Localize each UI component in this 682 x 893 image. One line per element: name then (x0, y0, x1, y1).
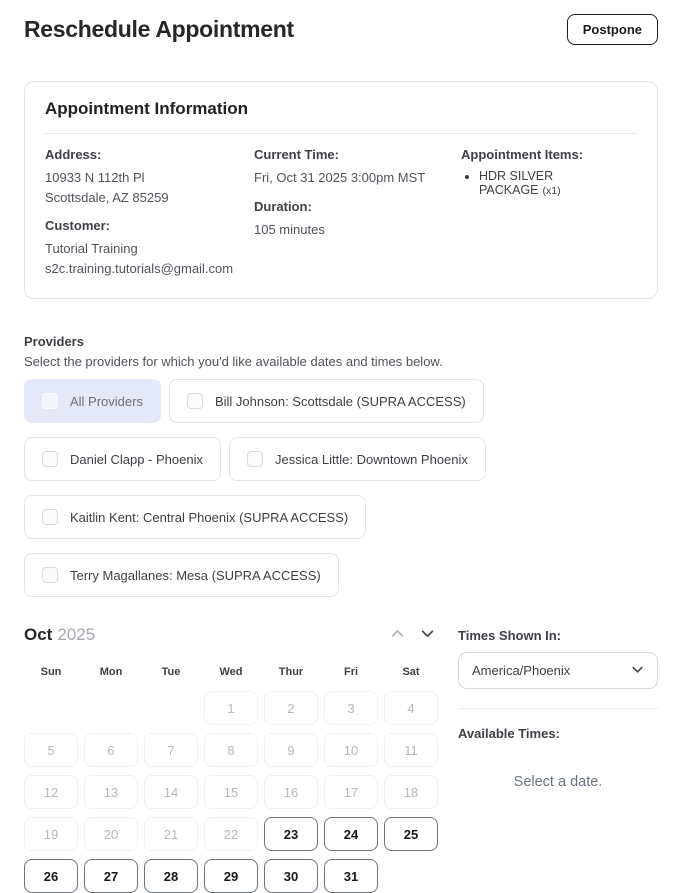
calendar-day-15: 15 (204, 775, 258, 809)
appointment-info-grid (45, 147, 637, 278)
calendar-day-16: 16 (264, 775, 318, 809)
calendar-day-1: 1 (204, 691, 258, 725)
customer-email: s2c.training.tutorials@gmail.com (45, 260, 234, 276)
times-shown-label: Times Shown In: (458, 628, 562, 643)
appointment-items-list (461, 169, 637, 197)
calendar-day-17: 17 (324, 775, 378, 809)
calendar-day-6: 6 (84, 733, 138, 767)
available-times-label: Available Times: (458, 726, 560, 741)
calendar-year: 2025 (57, 625, 96, 644)
calendar-day-12: 12 (24, 775, 78, 809)
provider-label: All Providers (70, 393, 143, 409)
chevron-up-icon (389, 625, 406, 645)
customer-name: Tutorial Training (45, 241, 138, 256)
duration-label: Duration: (254, 198, 312, 214)
calendar-day-31[interactable]: 31 (324, 859, 378, 893)
customer-block (45, 218, 254, 278)
calendar-day-29[interactable]: 29 (204, 859, 258, 893)
calendar-day-27[interactable]: 27 (84, 859, 138, 893)
calendar-day-30[interactable]: 30 (264, 859, 318, 893)
page-title: Reschedule Appointment (24, 16, 294, 42)
provider-label: Terry Magallanes: Mesa (SUPRA ACCESS) (70, 567, 321, 583)
customer-label: Customer: (45, 218, 111, 233)
address-customer-column (45, 147, 254, 278)
day-header: Fri (343, 666, 359, 678)
timezone-selected-value: America/Phoenix (472, 663, 571, 678)
day-header: Sun (40, 666, 62, 678)
calendar-day-25[interactable]: 25 (384, 817, 438, 851)
calendar-day-3: 3 (324, 691, 378, 725)
calendar-nav (388, 626, 436, 644)
provider-option[interactable] (169, 379, 484, 423)
page-header (24, 14, 658, 45)
calendar-day-empty (84, 691, 138, 725)
checkbox-icon (247, 451, 263, 467)
calendar-day-5: 5 (24, 733, 78, 767)
calendar-day-23[interactable]: 23 (264, 817, 318, 851)
calendar-day-28[interactable]: 28 (144, 859, 198, 893)
provider-option[interactable] (24, 437, 221, 481)
checkbox-icon (42, 567, 58, 583)
calendar-day-8: 8 (204, 733, 258, 767)
provider-option[interactable] (24, 379, 161, 423)
provider-option[interactable] (24, 553, 339, 597)
calendar (24, 625, 438, 893)
calendar-day-2: 2 (264, 691, 318, 725)
providers-subtitle: Select the providers for which you'd like available dates and times below. (24, 354, 443, 369)
duration-value: 105 minutes (254, 221, 325, 237)
day-header: Thur (278, 666, 304, 678)
provider-option[interactable] (229, 437, 486, 481)
calendar-day-20: 20 (84, 817, 138, 851)
calendar-day-13: 13 (84, 775, 138, 809)
checkbox-checked-icon: ✓ (42, 393, 58, 409)
calendar-day-9: 9 (264, 733, 318, 767)
calendar-day-empty (24, 691, 78, 725)
calendar-day-19: 19 (24, 817, 78, 851)
provider-label: Daniel Clapp - Phoenix (70, 451, 203, 467)
address-line1: 10933 N 112th Pl (45, 170, 145, 185)
calendar-day-11: 11 (384, 733, 438, 767)
provider-label: Kaitlin Kent: Central Phoenix (SUPRA ACCESS) (70, 509, 349, 525)
calendar-day-22: 22 (204, 817, 258, 851)
duration-block (254, 199, 461, 240)
select-date-message: Select a date. (513, 774, 603, 790)
calendar-grid (24, 691, 438, 893)
calendar-month: Oct (24, 625, 53, 644)
calendar-day-4: 4 (384, 691, 438, 725)
items-column (461, 147, 637, 278)
providers-label: Providers (24, 334, 84, 349)
provider-option[interactable] (24, 495, 366, 539)
calendar-day-24[interactable]: 24 (324, 817, 378, 851)
calendar-day-10: 10 (324, 733, 378, 767)
appointment-info-card (24, 81, 658, 299)
next-month-button[interactable] (418, 626, 436, 644)
chevron-down-icon (630, 662, 645, 680)
appointment-item (479, 169, 637, 197)
calendar-day-21: 21 (144, 817, 198, 851)
address-block (45, 147, 254, 207)
time-duration-column (254, 147, 461, 278)
checkbox-icon (187, 393, 203, 409)
checkbox-icon (42, 509, 58, 525)
times-panel (458, 625, 658, 893)
current-time-value: Fri, Oct 31 2025 3:00pm MST (254, 170, 426, 185)
calendar-day-14: 14 (144, 775, 198, 809)
card-title: Appointment Information (45, 99, 249, 118)
calendar-day-headers (24, 666, 438, 678)
scheduling-section (24, 625, 658, 893)
current-time-label: Current Time: (254, 147, 339, 162)
provider-label: Bill Johnson: Scottsdale (SUPRA ACCESS) (214, 393, 466, 409)
address-line2: Scottsdale, AZ 85259 (45, 189, 169, 205)
times-panel-divider (458, 708, 658, 709)
providers-section (24, 334, 658, 597)
calendar-header (24, 625, 438, 645)
calendar-day-7: 7 (144, 733, 198, 767)
appointment-items-label: Appointment Items: (461, 147, 584, 162)
checkbox-icon (42, 451, 58, 467)
prev-month-button[interactable] (388, 626, 406, 644)
chevron-down-icon (419, 625, 436, 645)
calendar-day-empty (384, 859, 438, 893)
item-quantity: (x1) (542, 185, 561, 197)
day-header: Wed (219, 666, 243, 678)
address-label: Address: (45, 147, 102, 162)
card-divider (45, 133, 637, 134)
day-header: Sat (402, 666, 420, 678)
provider-label: Jessica Little: Downtown Phoenix (274, 451, 468, 467)
day-header: Tue (161, 666, 181, 678)
timezone-select[interactable] (458, 652, 658, 689)
calendar-day-26[interactable]: 26 (24, 859, 78, 893)
day-header: Mon (99, 666, 123, 678)
calendar-day-empty (144, 691, 198, 725)
providers-list (24, 379, 658, 597)
calendar-title (24, 625, 95, 645)
postpone-button[interactable]: Postpone (567, 14, 658, 45)
item-name: HDR SILVER PACKAGE (479, 169, 554, 197)
calendar-day-18: 18 (384, 775, 438, 809)
current-time-block (254, 147, 461, 188)
